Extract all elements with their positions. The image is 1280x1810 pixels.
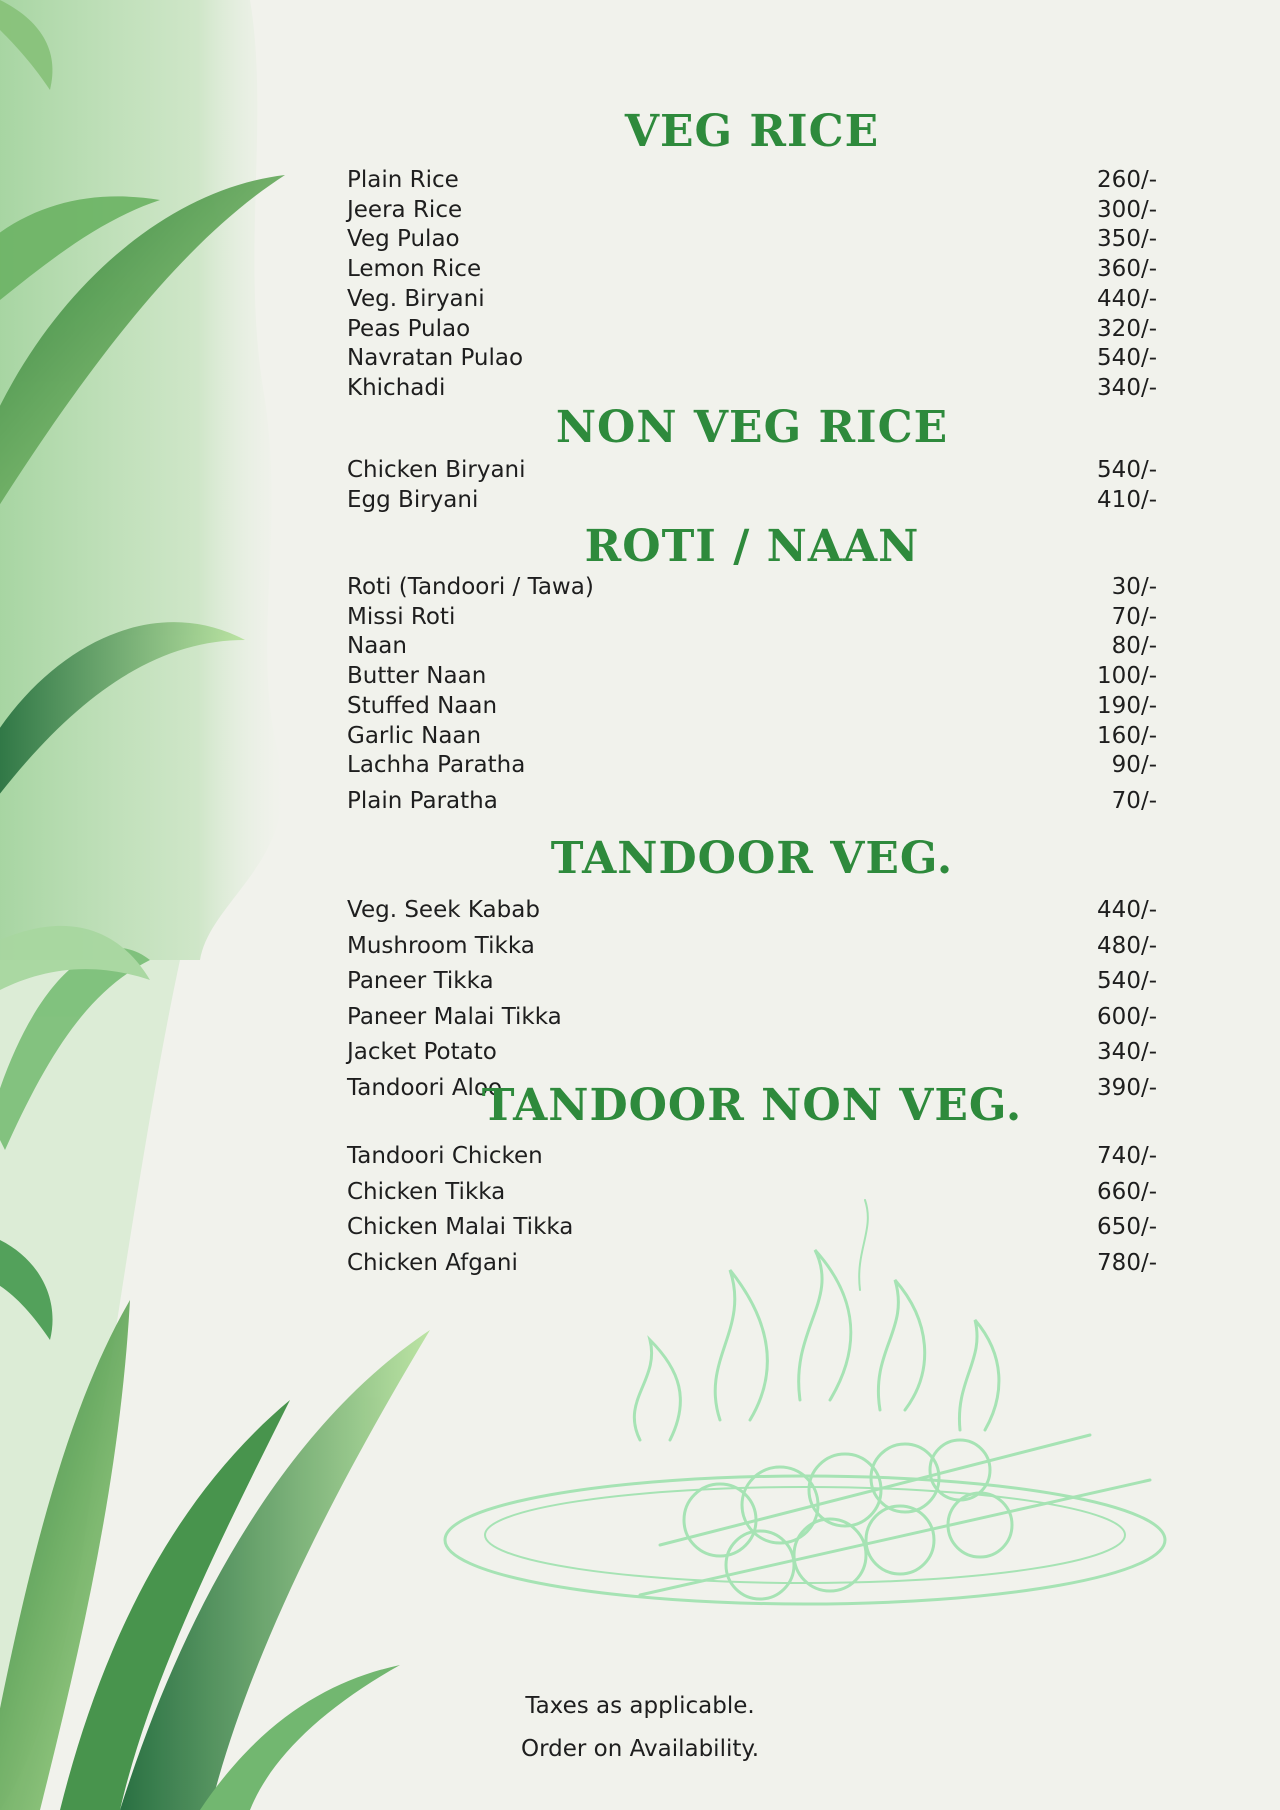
menu-item bbox=[347, 932, 1157, 962]
menu-item bbox=[347, 662, 1157, 692]
item-name: Butter Naan bbox=[347, 663, 487, 690]
menu-item bbox=[347, 196, 1157, 226]
item-name: Chicken Tikka bbox=[347, 1178, 506, 1205]
menu-item bbox=[347, 692, 1157, 722]
menu-item bbox=[347, 1249, 1157, 1279]
item-name: Veg. Biryani bbox=[347, 285, 485, 312]
item-price: 480/- bbox=[1097, 932, 1157, 959]
item-name: Lachha Paratha bbox=[347, 752, 526, 779]
menu-item bbox=[347, 1178, 1157, 1208]
item-name: Navratan Pulao bbox=[347, 345, 524, 372]
taxes-note: Taxes as applicable. bbox=[525, 1693, 755, 1719]
item-price: 160/- bbox=[1097, 722, 1157, 749]
item-name: Mushroom Tikka bbox=[347, 932, 535, 959]
menu-item bbox=[347, 1213, 1157, 1243]
section-title: ROTI / NAAN bbox=[584, 521, 920, 572]
menu-item bbox=[347, 787, 1157, 817]
item-name: Egg Biryani bbox=[347, 486, 479, 513]
item-price: 600/- bbox=[1097, 1003, 1157, 1030]
section-title: NON VEG RICE bbox=[555, 402, 949, 453]
availability-note: Order on Availability. bbox=[520, 1736, 760, 1762]
item-name: Lemon Rice bbox=[347, 256, 482, 283]
item-price: 340/- bbox=[1097, 1039, 1157, 1065]
item-name: Chicken Afgani bbox=[347, 1250, 518, 1277]
item-name: Stuffed Naan bbox=[347, 692, 498, 719]
item-price: 80/- bbox=[1111, 633, 1157, 660]
item-name: Khichadi bbox=[347, 374, 446, 401]
item-name: Naan bbox=[347, 633, 407, 660]
item-price: 300/- bbox=[1097, 196, 1157, 223]
item-name: Chicken Malai Tikka bbox=[347, 1214, 574, 1241]
menu-item bbox=[347, 1142, 1157, 1172]
item-price: 360/- bbox=[1097, 256, 1157, 283]
item-price: 410/- bbox=[1097, 486, 1157, 513]
watercolor-wash bbox=[0, 0, 283, 960]
menu-item bbox=[347, 967, 1157, 997]
menu-item bbox=[347, 486, 1157, 516]
item-price: 390/- bbox=[1097, 1074, 1157, 1101]
item-price: 320/- bbox=[1097, 315, 1157, 342]
item-name: Veg. Seek Kabab bbox=[347, 897, 540, 923]
menu-item bbox=[347, 166, 1157, 196]
menu-item bbox=[347, 603, 1157, 633]
item-name: Plain Rice bbox=[347, 167, 459, 193]
item-price: 540/- bbox=[1097, 968, 1157, 994]
item-name: Chicken Biryani bbox=[347, 457, 526, 483]
menu-item bbox=[347, 374, 1157, 404]
menu-item bbox=[347, 344, 1157, 374]
item-price: 100/- bbox=[1097, 663, 1157, 690]
item-price: 350/- bbox=[1097, 226, 1157, 253]
item-name: Jacket Potato bbox=[347, 1039, 497, 1065]
item-name: Plain Paratha bbox=[347, 787, 498, 814]
section-title: TANDOOR NON VEG. bbox=[481, 1080, 1023, 1131]
menu-item bbox=[347, 722, 1157, 752]
item-price: 540/- bbox=[1097, 457, 1157, 483]
item-name: Jeera Rice bbox=[347, 196, 463, 223]
item-name: Roti (Tandoori / Tawa) bbox=[347, 574, 594, 600]
menu-item bbox=[347, 751, 1157, 781]
menu-item bbox=[347, 315, 1157, 345]
menu-item bbox=[347, 456, 1157, 486]
item-price: 340/- bbox=[1097, 374, 1157, 401]
item-price: 70/- bbox=[1111, 787, 1157, 814]
item-name: Veg Pulao bbox=[347, 226, 460, 253]
item-price: 740/- bbox=[1097, 1143, 1157, 1169]
item-price: 190/- bbox=[1097, 692, 1157, 719]
menu-item bbox=[347, 1003, 1157, 1033]
item-price: 540/- bbox=[1097, 345, 1157, 372]
section-title: VEG RICE bbox=[624, 106, 880, 157]
item-price: 660/- bbox=[1097, 1178, 1157, 1205]
item-name: Missi Roti bbox=[347, 603, 456, 630]
item-price: 260/- bbox=[1097, 167, 1157, 193]
menu-item bbox=[347, 225, 1157, 255]
menu-item bbox=[347, 1038, 1157, 1068]
item-name: Paneer Malai Tikka bbox=[347, 1003, 562, 1030]
item-name: Peas Pulao bbox=[347, 315, 471, 342]
item-price: 780/- bbox=[1097, 1250, 1157, 1277]
item-name: Paneer Tikka bbox=[347, 968, 494, 994]
item-name: Tandoori Aloo bbox=[347, 1074, 503, 1101]
item-price: 440/- bbox=[1097, 285, 1157, 312]
item-price: 30/- bbox=[1111, 574, 1157, 600]
section-title: TANDOOR VEG. bbox=[550, 833, 954, 884]
menu-item bbox=[347, 896, 1157, 926]
item-price: 90/- bbox=[1111, 752, 1157, 779]
menu-item bbox=[347, 285, 1157, 315]
menu-item bbox=[347, 573, 1157, 603]
menu-item bbox=[347, 255, 1157, 285]
item-name: Tandoori Chicken bbox=[347, 1143, 543, 1169]
item-name: Garlic Naan bbox=[347, 722, 482, 749]
item-price: 440/- bbox=[1097, 897, 1157, 923]
item-price: 70/- bbox=[1111, 603, 1157, 630]
menu-item bbox=[347, 632, 1157, 662]
item-price: 650/- bbox=[1097, 1214, 1157, 1241]
